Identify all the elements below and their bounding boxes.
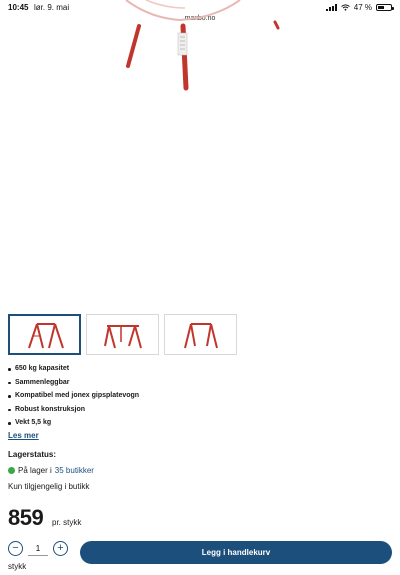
thumbnail-3[interactable] [164, 314, 237, 355]
thumbnail-1[interactable] [8, 314, 81, 355]
swing-stand-thumbnail-icon [101, 320, 145, 350]
price: 859 [8, 505, 44, 530]
status-date: lør. 9. mai [34, 3, 70, 12]
thumbnail-2[interactable] [86, 314, 159, 355]
battery-percent: 47 % [353, 3, 372, 12]
in-stock-dot-icon [8, 467, 15, 474]
status-time: 10:45 [8, 3, 29, 12]
price-unit: pr. stykk [52, 518, 82, 527]
feature-list [8, 362, 139, 430]
swing-stand-thumbnail-icon [23, 320, 67, 350]
add-to-cart-button[interactable]: Legg i handlekurv [80, 541, 392, 564]
feature-item: Robust konstruksjon [8, 403, 139, 417]
quantity-unit: stykk [8, 562, 27, 571]
thumbnail-gallery [8, 314, 237, 355]
stock-status [8, 466, 94, 475]
quantity-increase-button[interactable]: + [53, 541, 68, 556]
stock-status-text: På lager i [18, 466, 52, 475]
stock-heading: Lagerstatus: [8, 450, 57, 459]
read-more-link[interactable]: Les mer [8, 431, 39, 440]
quantity-decrease-button[interactable]: − [8, 541, 23, 556]
swing-stand-thumbnail-icon [179, 320, 223, 350]
quantity-input[interactable] [28, 541, 48, 556]
feature-item: Sammenleggbar [8, 376, 139, 390]
store-only-note: Kun tilgjengelig i butikk [8, 482, 90, 491]
feature-item: Vekt 5,5 kg [8, 416, 139, 430]
feature-item: Kompatibel med jonex gipsplatevogn [8, 389, 139, 403]
url-bar[interactable]: maxbo.no [184, 15, 216, 22]
stores-link[interactable]: 35 butikker [54, 466, 94, 475]
feature-item: 650 kg kapasitet [8, 362, 139, 376]
